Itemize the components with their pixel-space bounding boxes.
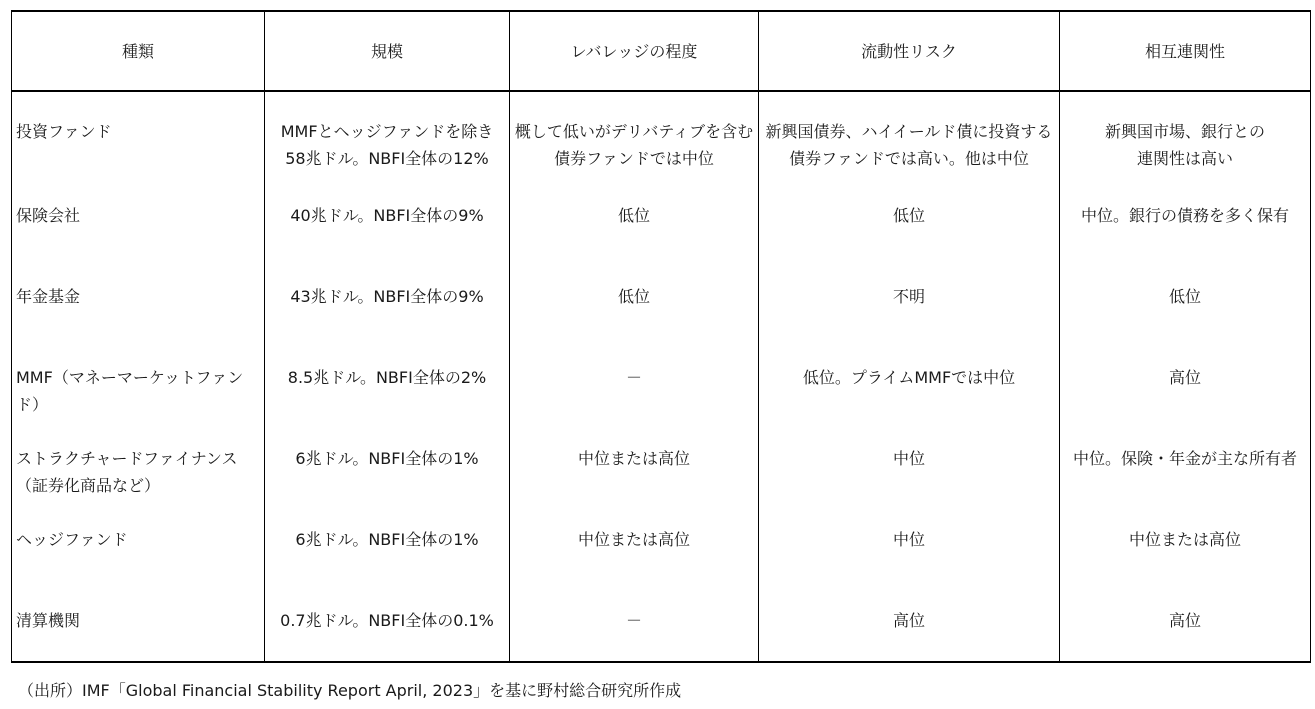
cell-kind: MMF（マネーマーケットファンド） [16, 368, 244, 414]
cell-kind: ヘッジファンド [16, 530, 128, 549]
cell-liquidity-risk: 低位。プライムMMFでは中位 [802, 368, 1016, 387]
table-row [12, 91, 1311, 175]
table-row [12, 256, 1311, 337]
cell-interconnectedness: 高位 [1168, 368, 1201, 387]
table-row [12, 337, 1311, 418]
source-note: （出所）IMF「Global Financial Stability Report April, 2023」を基に野村総合研究所作成 [18, 681, 682, 700]
cell-leverage: 低位 [617, 206, 650, 225]
cell-liquidity-risk: 新興国債券、ハイイールド債に投資する 債券ファンドでは高い。他は中位 [765, 122, 1053, 168]
cell-scale: 40兆ドル。NBFI全体の9% [290, 206, 484, 225]
table-row [12, 580, 1311, 662]
cell-scale: 0.7兆ドル。NBFI全体の0.1% [280, 611, 494, 630]
cell-liquidity-risk: 不明 [892, 287, 925, 306]
nbfi-risk-table-container [11, 10, 1310, 663]
header-kind: 種類 [12, 11, 265, 91]
cell-kind: 保険会社 [16, 206, 81, 225]
header-interconnectedness: 相互連関性 [1060, 11, 1311, 91]
cell-kind: 投資ファンド [16, 122, 112, 141]
cell-kind: 年金基金 [16, 287, 81, 306]
table-row [12, 418, 1311, 499]
cell-interconnectedness: 中位。保険・年金が主な所有者 [1072, 449, 1297, 468]
cell-liquidity-risk: 中位 [892, 449, 925, 468]
cell-leverage: 中位または高位 [577, 530, 690, 549]
nbfi-risk-table [11, 10, 1311, 663]
cell-leverage: 中位または高位 [577, 449, 690, 468]
cell-scale: 6兆ドル。NBFI全体の1% [295, 449, 479, 468]
table-row [12, 499, 1311, 580]
cell-liquidity-risk: 中位 [892, 530, 925, 549]
cell-scale: MMFとヘッジファンドを除き 58兆ドル。NBFI全体の12% [280, 122, 494, 168]
cell-kind: ストラクチャードファイナンス （証券化商品など） [16, 449, 238, 495]
table-row [12, 175, 1311, 256]
cell-leverage: － [625, 611, 642, 630]
table-header-row [12, 11, 1311, 91]
cell-interconnectedness: 高位 [1168, 611, 1201, 630]
cell-kind: 清算機関 [16, 611, 81, 630]
cell-interconnectedness: 中位。銀行の債務を多く保有 [1080, 206, 1289, 225]
cell-interconnectedness: 新興国市場、銀行との 連関性は高い [1104, 122, 1265, 168]
cell-interconnectedness: 中位または高位 [1128, 530, 1241, 549]
cell-leverage: 概して低いがデリバティブを含む 債券ファンドでは中位 [514, 122, 754, 168]
header-leverage: レバレッジの程度 [510, 11, 759, 91]
cell-leverage: 低位 [617, 287, 650, 306]
cell-leverage: － [625, 368, 642, 387]
cell-scale: 8.5兆ドル。NBFI全体の2% [287, 368, 487, 387]
cell-liquidity-risk: 低位 [892, 206, 925, 225]
cell-scale: 6兆ドル。NBFI全体の1% [295, 530, 479, 549]
cell-interconnectedness: 低位 [1168, 287, 1201, 306]
cell-liquidity-risk: 高位 [892, 611, 925, 630]
header-liquidity-risk: 流動性リスク [759, 11, 1060, 91]
cell-scale: 43兆ドル。NBFI全体の9% [290, 287, 484, 306]
header-scale: 規模 [265, 11, 510, 91]
